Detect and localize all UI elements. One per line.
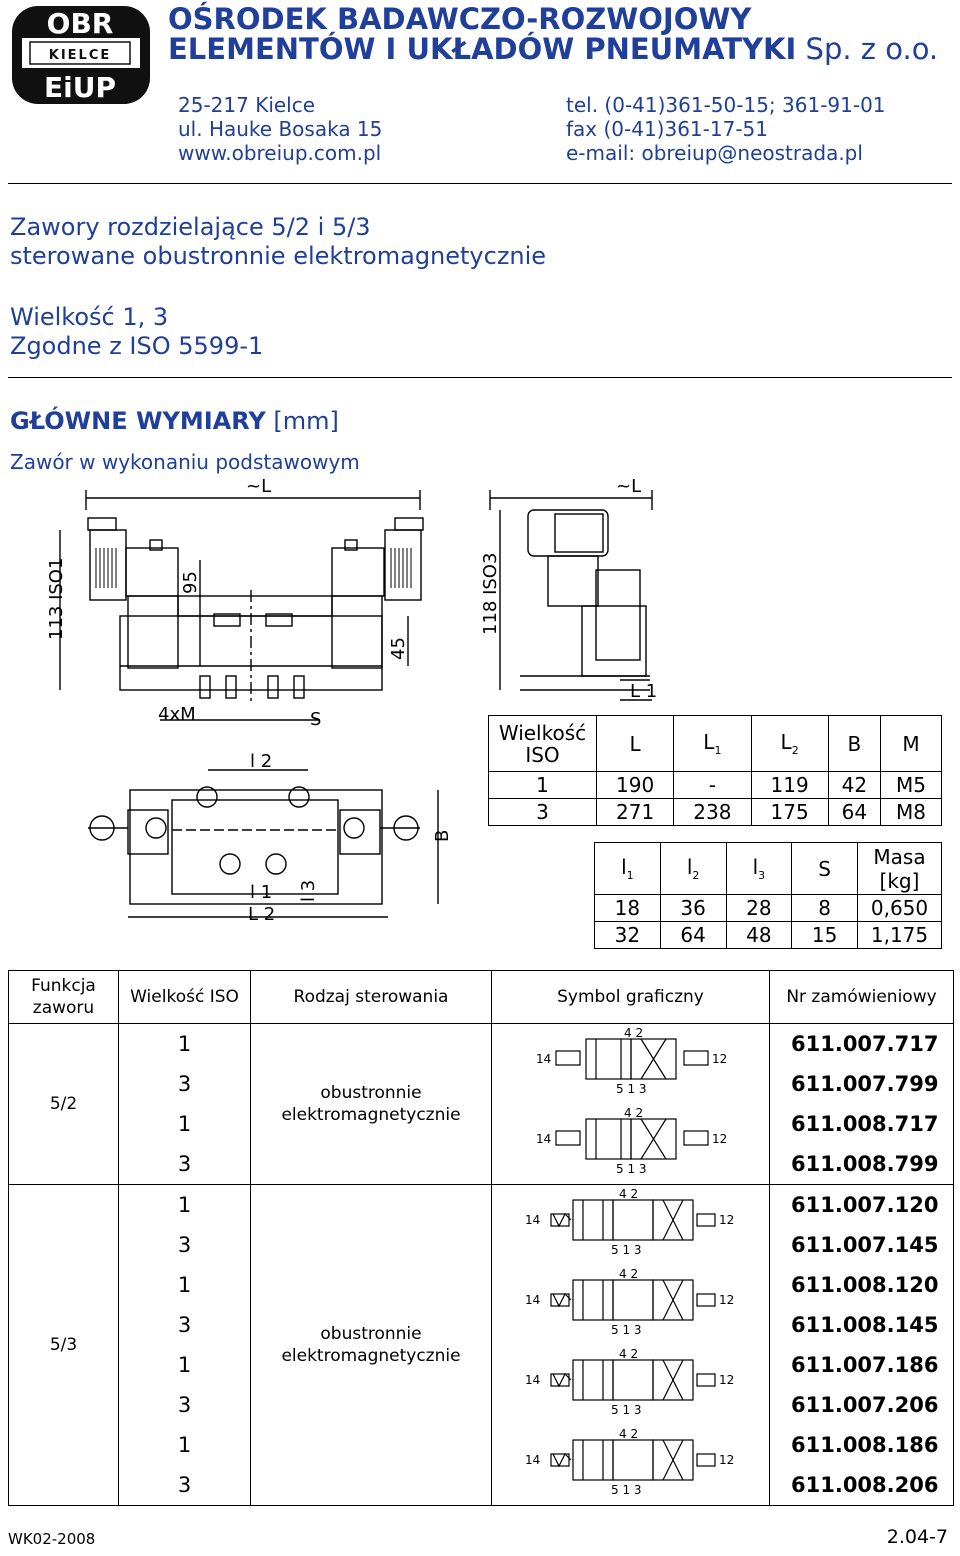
- company-name: [168, 4, 938, 64]
- company-name-line2-bold: ELEMENTÓW I UKŁADÓW PNEUMATYKI: [168, 32, 797, 66]
- dimensions-table-2: [594, 842, 942, 949]
- table-row: [489, 772, 942, 799]
- company-name-line1: OŚRODEK BADAWCZO-ROZWOJOWY: [168, 2, 752, 36]
- label-l1: l 1: [250, 882, 273, 903]
- order-number: 611.008.799: [791, 1152, 939, 1176]
- table-cell: 175: [751, 799, 828, 826]
- table-cell: 271: [597, 799, 674, 826]
- table-header: L: [597, 716, 674, 772]
- symbol-ports-top: 4 2: [623, 1026, 643, 1040]
- order-number: 611.008.186: [791, 1433, 939, 1457]
- symbol-left: 14: [524, 1372, 540, 1387]
- size-value: 1: [177, 1273, 192, 1297]
- symbol-left: 14: [535, 1131, 551, 1146]
- symbol-ports-bottom: 5 1 3: [615, 1081, 647, 1096]
- table-row: [489, 799, 942, 826]
- symbol-right: 12: [718, 1372, 734, 1387]
- order-number: 611.008.717: [791, 1112, 939, 1136]
- label-45: 45: [388, 637, 409, 660]
- table-header: Wielkość ISO: [489, 716, 597, 772]
- table-header: $l_3$: [726, 843, 792, 895]
- table-cell: 190: [597, 772, 674, 799]
- footer-left: WK02-2008: [8, 1530, 96, 1548]
- size-cell: [119, 1185, 251, 1506]
- dimensions-table-1: [488, 715, 942, 826]
- website-link[interactable]: www.obreiup.com.pl: [178, 141, 382, 165]
- symbol-ports-top: 4 2: [618, 1266, 638, 1281]
- header-size: Wielkość ISO: [119, 971, 251, 1024]
- symbol-ports-top: 4 2: [618, 1187, 638, 1201]
- header-symbol: Symbol graficzny: [492, 971, 770, 1024]
- table-header: $L_2$: [751, 716, 828, 772]
- size-value: 1: [177, 1112, 192, 1136]
- size-value: 1: [177, 1353, 192, 1377]
- table-cell: 48: [726, 922, 792, 949]
- product-spec: [10, 303, 263, 361]
- symbol-left: 14: [535, 1051, 551, 1066]
- size-value: 3: [177, 1072, 192, 1096]
- table-cell: 238: [674, 799, 751, 826]
- table-cell: M5: [880, 772, 941, 799]
- logo-text-bottom: EiUP: [44, 71, 116, 104]
- table-cell: 0,650: [858, 895, 942, 922]
- order-number-cell: [770, 1185, 954, 1506]
- order-number: 611.008.206: [791, 1473, 939, 1497]
- order-number: 611.007.206: [791, 1393, 939, 1417]
- dimensions-subheading: Zawór w wykonaniu podstawowym: [10, 450, 360, 474]
- table-cell: 64: [660, 922, 726, 949]
- size-line: Wielkość 1, 3: [10, 303, 169, 331]
- symbol-left: 14: [524, 1452, 540, 1467]
- fax-line: fax (0-41)361-17-51: [566, 117, 768, 141]
- order-number: 611.007.120: [791, 1193, 939, 1217]
- symbol-ports-top: 4 2: [623, 1105, 643, 1120]
- size-value: 3: [177, 1473, 192, 1497]
- label-L1: L 1: [630, 681, 658, 702]
- dimensions-heading-bold: GŁÓWNE WYMIARY: [10, 407, 266, 435]
- symbol-cell: [492, 1024, 770, 1185]
- size-value: 3: [177, 1233, 192, 1257]
- table-cell: M8: [880, 799, 941, 826]
- table-cell: 36: [660, 895, 726, 922]
- function-cell: 5/3: [9, 1185, 119, 1506]
- symbol-ports-bottom: 5 1 3: [610, 1402, 642, 1417]
- logo-text-top: OBR: [46, 7, 114, 40]
- divider: [8, 377, 952, 378]
- table-cell: 18: [595, 895, 661, 922]
- label-iso03: 118 ISO3: [480, 552, 501, 635]
- table-cell: 42: [828, 772, 880, 799]
- symbol-right: 12: [718, 1292, 734, 1307]
- address-line: 25-217 Kielce: [178, 93, 316, 117]
- table-cell: 28: [726, 895, 792, 922]
- order-table-header-row: [9, 971, 954, 1024]
- company-name-line2-rest: Sp. z o.o.: [796, 32, 939, 66]
- dimensions-heading: [10, 407, 339, 436]
- phone-line: tel. (0-41)361-50-15; 361-91-01: [566, 93, 886, 117]
- label-iso01: 113 ISO1: [46, 557, 67, 640]
- company-contact: [566, 93, 886, 165]
- function-cell: 5/2: [9, 1024, 119, 1185]
- symbol-right: 12: [718, 1212, 734, 1227]
- table-cell: 32: [595, 922, 661, 949]
- table-cell: 15: [792, 922, 858, 949]
- symbol-left: 14: [524, 1212, 540, 1227]
- control-cell: obustronnie elektromagnetycznie: [251, 1185, 492, 1506]
- symbol-ports-bottom: 5 1 3: [610, 1242, 642, 1257]
- table-header-row: [595, 843, 942, 895]
- label-B: B: [432, 829, 453, 842]
- size-value: 1: [177, 1032, 192, 1056]
- table-header: Masa [kg]: [858, 843, 942, 895]
- table-row: [595, 895, 942, 922]
- dimensions-heading-unit: [mm]: [265, 407, 339, 435]
- label-L-right: ~L: [616, 476, 642, 497]
- order-group-5-3: [9, 1185, 954, 1506]
- product-title-line2: sterowane obustronnie elektromagnetycznie: [10, 242, 547, 270]
- symbol-left: 14: [524, 1292, 540, 1307]
- table-header: B: [828, 716, 880, 772]
- divider: [8, 183, 952, 184]
- label-l2: l 2: [250, 751, 273, 772]
- label-L-left: ~L: [246, 476, 272, 497]
- table-cell: 1,175: [858, 922, 942, 949]
- table-header: S: [792, 843, 858, 895]
- table-header: $l_1$: [595, 843, 661, 895]
- order-number: 611.007.799: [791, 1072, 939, 1096]
- order-group-5-2: [9, 1024, 954, 1185]
- symbol-right: 12: [711, 1131, 727, 1146]
- label-S: S: [310, 709, 322, 730]
- table-header: $L_1$: [674, 716, 751, 772]
- table-header-row: [489, 716, 942, 772]
- product-title: [10, 213, 546, 271]
- header-order-number: Nr zamówieniowy: [770, 971, 954, 1024]
- valve-symbol-5-3: [511, 1188, 751, 1498]
- size-cell: [119, 1024, 251, 1185]
- table-cell: -: [674, 772, 751, 799]
- symbol-ports-bottom: 5 1 3: [615, 1161, 647, 1176]
- symbol-cell: [492, 1185, 770, 1506]
- order-number: 611.007.717: [791, 1032, 939, 1056]
- email-link[interactable]: e-mail: obreiup@neostrada.pl: [566, 141, 863, 165]
- label-L2: L 2: [248, 904, 276, 925]
- table-row: [595, 922, 942, 949]
- label-95: 95: [180, 571, 201, 594]
- company-address: [178, 93, 382, 165]
- order-number: 611.007.186: [791, 1353, 939, 1377]
- size-value: 3: [177, 1393, 192, 1417]
- table-cell: 64: [828, 799, 880, 826]
- symbol-ports-bottom: 5 1 3: [610, 1322, 642, 1337]
- order-number: 611.008.120: [791, 1273, 939, 1297]
- logo-text-middle: KIELCE: [48, 48, 112, 63]
- table-cell: 8: [792, 895, 858, 922]
- header-function: Funkcja zaworu: [9, 971, 119, 1024]
- size-value: 3: [177, 1313, 192, 1337]
- control-cell: obustronnie elektromagnetycznie: [251, 1024, 492, 1185]
- footer-right: 2.04-7: [886, 1526, 948, 1548]
- symbol-right: 12: [711, 1051, 727, 1066]
- label-4xM: 4xM: [158, 704, 196, 725]
- symbol-ports-top: 4 2: [618, 1426, 638, 1441]
- table-cell: 1: [489, 772, 597, 799]
- table-header: $l_2$: [660, 843, 726, 895]
- address-line: ul. Hauke Bosaka 15: [178, 117, 383, 141]
- table-cell: 3: [489, 799, 597, 826]
- order-number: 611.008.145: [791, 1313, 939, 1337]
- symbol-ports-top: 4 2: [618, 1346, 638, 1361]
- company-logo: [10, 4, 152, 106]
- size-value: 3: [177, 1152, 192, 1176]
- header-control: Rodzaj sterowania: [251, 971, 492, 1024]
- valve-symbol-5-2: [516, 1027, 746, 1177]
- symbol-right: 12: [718, 1452, 734, 1467]
- label-l3: l 3: [298, 879, 319, 902]
- table-cell: 119: [751, 772, 828, 799]
- size-value: 1: [177, 1433, 192, 1457]
- standard-line: Zgodne z ISO 5599-1: [10, 332, 264, 360]
- symbol-ports-bottom: 5 1 3: [610, 1482, 642, 1497]
- table-header: M: [880, 716, 941, 772]
- order-number: 611.007.145: [791, 1233, 939, 1257]
- product-title-line1: Zawory rozdzielające 5/2 i 5/3: [10, 213, 371, 241]
- size-value: 1: [177, 1193, 192, 1217]
- order-number-cell: [770, 1024, 954, 1185]
- order-table: [8, 970, 954, 1506]
